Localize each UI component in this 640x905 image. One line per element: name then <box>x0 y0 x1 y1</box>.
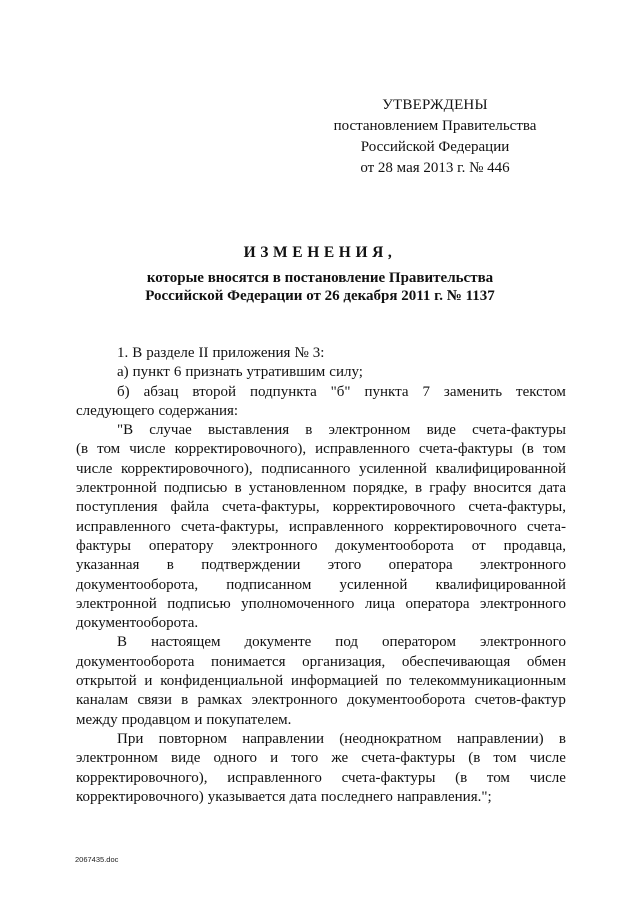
body-line: а) пункт 6 признать утратившим силу; <box>117 364 363 381</box>
document-subtitle <box>0 269 640 305</box>
body-line: числе корректировочного), подписанного усиленной квалифицированной <box>76 460 566 477</box>
body-line: поступления файла счета-фактуры, корректировочного счета-фактуры, <box>76 499 566 516</box>
body-line: При повторном направлении (неоднократном направлении) в <box>117 730 566 747</box>
body-line: корректировочного) указывается дата последнего направления."; <box>76 788 492 805</box>
document-title: ИЗМЕНЕНИЯ, <box>243 244 397 261</box>
subtitle-line: которые вносятся в постановление Правительства <box>146 270 494 286</box>
approval-line: постановлением Правительства <box>333 118 537 134</box>
body-line: документооборота понимается организация, обеспечивающая обмен <box>76 653 566 670</box>
body-line: открытой и конфиденциальной информацией по телекоммуникационным <box>76 673 566 690</box>
body-line: электронном виде одного и того же счета-фактуры (в том числе <box>76 750 566 767</box>
document-body <box>76 344 566 807</box>
body-line: исправленного счета-фактуры, исправленного корректировочного счета- <box>76 518 566 535</box>
file-name-footer: 2067435.doc <box>75 855 119 864</box>
body-line: б) абзац второй подпункта "б" пункта 7 заменить текстом <box>117 383 566 400</box>
body-line: электронной подписью уполномоченного лица оператора электронного <box>76 595 566 612</box>
approval-heading: УТВЕРЖДЕНЫ <box>382 97 488 113</box>
subtitle-line: Российской Федерации от 26 декабря 2011 г. № 1137 <box>145 288 495 304</box>
approval-line: Российской Федерации <box>360 139 510 155</box>
body-line: корректировочного), исправленного счета-фактуры (в том числе <box>76 769 566 786</box>
body-line: 1. В разделе II приложения № 3: <box>117 345 325 361</box>
body-line: В настоящем документе под оператором электронного <box>117 634 566 651</box>
body-line: указанная в подтверждении этого оператора электронного <box>76 557 566 574</box>
body-line: фактуры оператору электронного документооборота от продавца, <box>76 537 566 554</box>
body-line: "В случае выставления в электронном виде счета-фактуры <box>117 422 566 439</box>
body-line: следующего содержания: <box>76 402 239 419</box>
body-line: между продавцом и покупателем. <box>76 711 292 728</box>
approval-block <box>330 95 540 179</box>
body-line: электронной подписью в установленном порядке, в графу вносится дата <box>76 480 566 497</box>
body-line: (в том числе корректировочного), исправленного счета-фактуры (в том <box>76 441 566 458</box>
body-line: документооборота, подписанном усиленной квалифицированной <box>76 576 566 593</box>
body-line: каналам связи в рамках электронного документооборота счетов-фактур <box>76 692 566 709</box>
body-line: документооборота. <box>76 615 199 632</box>
approval-date-line: от 28 мая 2013 г. № 446 <box>360 160 510 176</box>
